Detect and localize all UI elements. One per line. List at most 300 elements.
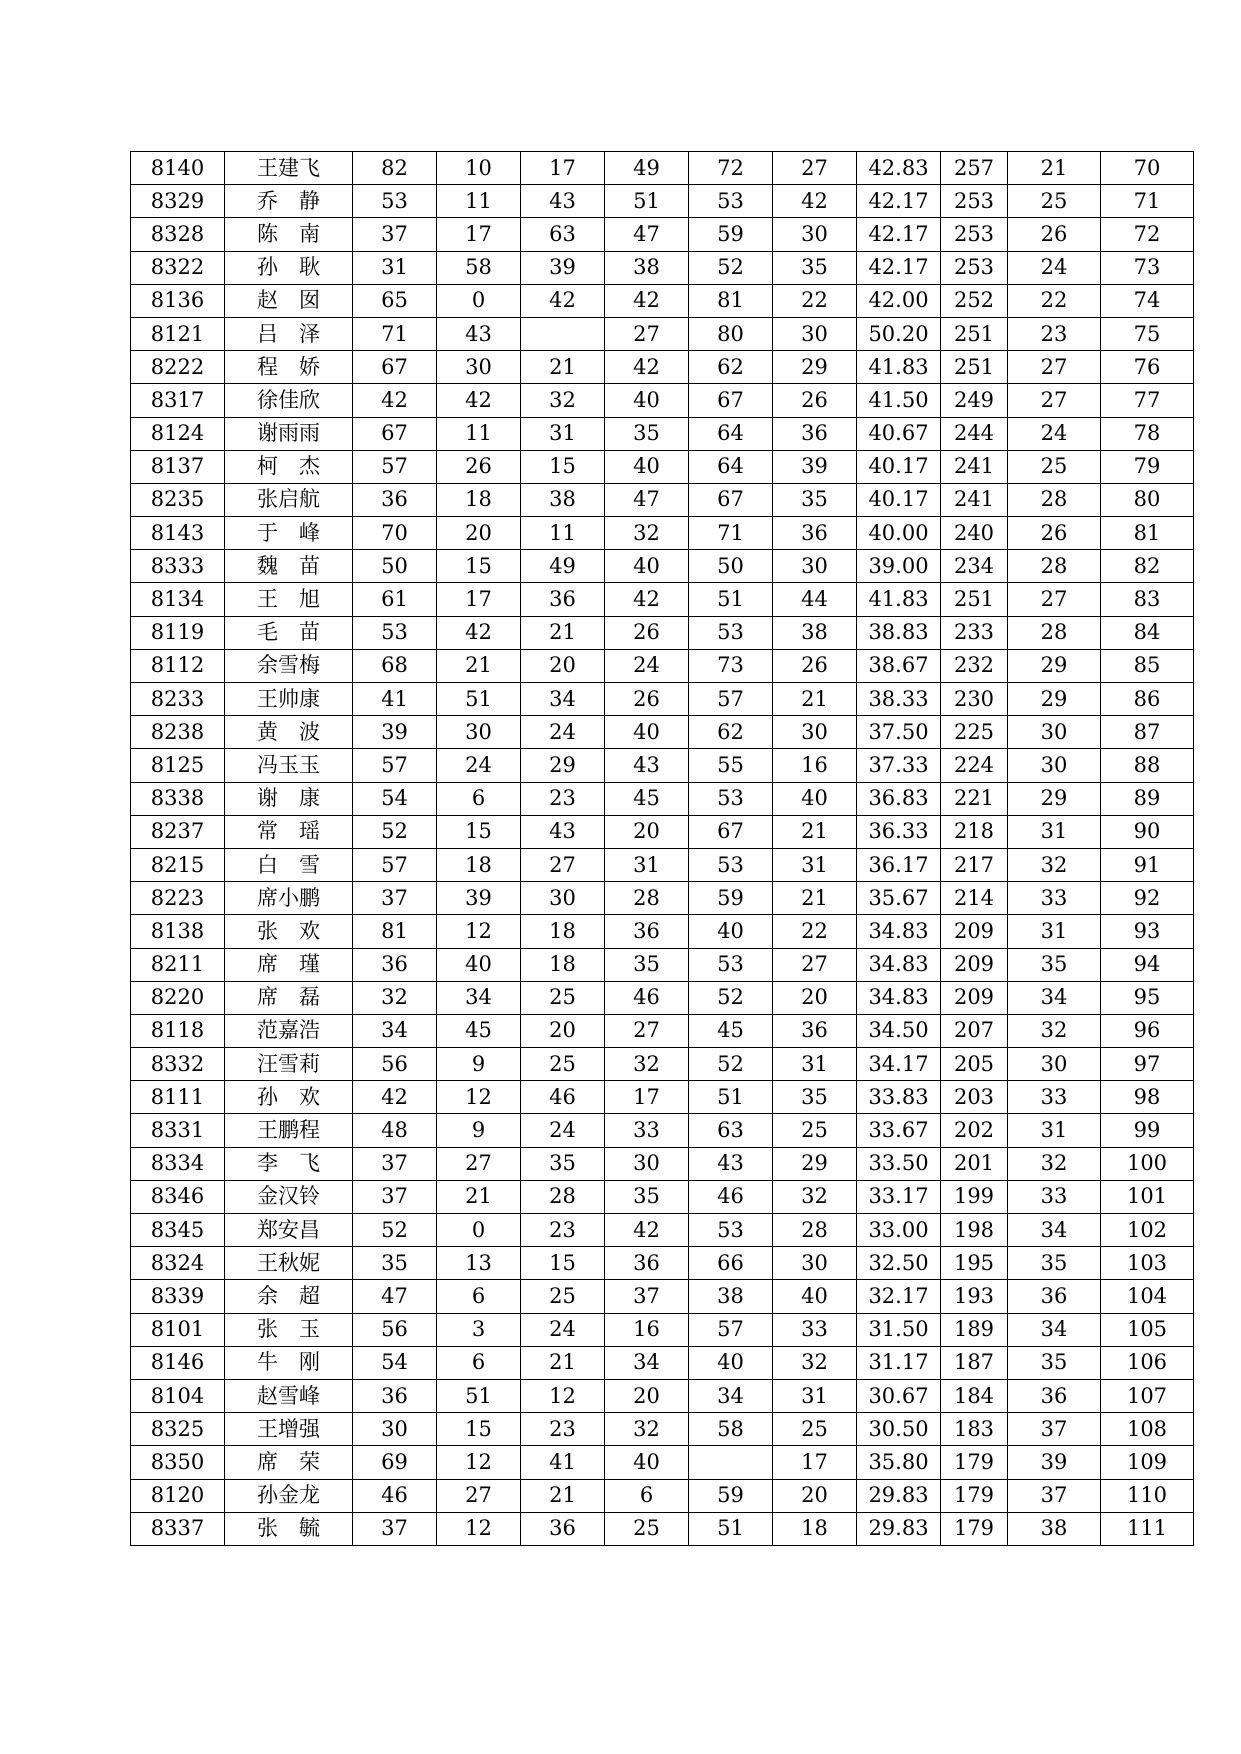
student-name-cell: 余 超 — [225, 1280, 353, 1313]
score-5-cell: 45 — [689, 1014, 773, 1047]
score-5-cell: 52 — [689, 1048, 773, 1081]
score-5-cell: 57 — [689, 1313, 773, 1346]
score-6-cell: 40 — [773, 1280, 857, 1313]
overall-rank-cell: 91 — [1101, 848, 1194, 881]
table-row — [131, 649, 1194, 682]
score-1-cell: 36 — [353, 948, 437, 981]
average-cell: 42.17 — [857, 185, 941, 218]
average-cell: 42.00 — [857, 284, 941, 317]
average-cell: 30.67 — [857, 1379, 941, 1412]
score-6-cell: 35 — [773, 251, 857, 284]
class-rank-cell: 21 — [1008, 152, 1101, 185]
average-cell: 34.83 — [857, 981, 941, 1014]
total-cell: 253 — [941, 251, 1008, 284]
class-rank-cell: 38 — [1008, 1512, 1101, 1545]
score-6-cell: 35 — [773, 1081, 857, 1114]
score-4-cell: 47 — [605, 483, 689, 516]
class-rank-cell: 35 — [1008, 1346, 1101, 1379]
score-4-cell: 40 — [605, 716, 689, 749]
total-cell: 199 — [941, 1180, 1008, 1213]
score-1-cell: 39 — [353, 716, 437, 749]
average-cell: 42.17 — [857, 251, 941, 284]
score-1-cell: 37 — [353, 1512, 437, 1545]
score-6-cell: 28 — [773, 1214, 857, 1247]
overall-rank-cell: 82 — [1101, 550, 1194, 583]
student-name-cell: 余雪梅 — [225, 649, 353, 682]
score-4-cell: 45 — [605, 782, 689, 815]
class-rank-cell: 31 — [1008, 915, 1101, 948]
student-name-cell: 谢雨雨 — [225, 417, 353, 450]
overall-rank-cell: 97 — [1101, 1048, 1194, 1081]
score-5-cell — [689, 1446, 773, 1479]
score-6-cell: 30 — [773, 550, 857, 583]
score-2-cell: 21 — [437, 1180, 521, 1213]
score-1-cell: 41 — [353, 683, 437, 716]
score-2-cell: 24 — [437, 749, 521, 782]
score-5-cell: 51 — [689, 583, 773, 616]
class-rank-cell: 33 — [1008, 1180, 1101, 1213]
score-5-cell: 67 — [689, 384, 773, 417]
student-id-cell: 8215 — [131, 848, 225, 881]
table-row — [131, 683, 1194, 716]
score-1-cell: 46 — [353, 1479, 437, 1512]
total-cell: 202 — [941, 1114, 1008, 1147]
score-6-cell: 25 — [773, 1114, 857, 1147]
class-rank-cell: 34 — [1008, 1313, 1101, 1346]
total-cell: 225 — [941, 716, 1008, 749]
student-name-cell: 黄 波 — [225, 716, 353, 749]
score-3-cell: 36 — [521, 583, 605, 616]
score-2-cell: 15 — [437, 815, 521, 848]
class-rank-cell: 22 — [1008, 284, 1101, 317]
student-id-cell: 8346 — [131, 1180, 225, 1213]
score-3-cell: 18 — [521, 915, 605, 948]
average-cell: 37.50 — [857, 716, 941, 749]
class-rank-cell: 32 — [1008, 1014, 1101, 1047]
overall-rank-cell: 94 — [1101, 948, 1194, 981]
table-row — [131, 450, 1194, 483]
student-id-cell: 8350 — [131, 1446, 225, 1479]
score-4-cell: 32 — [605, 1048, 689, 1081]
overall-rank-cell: 73 — [1101, 251, 1194, 284]
score-5-cell: 52 — [689, 251, 773, 284]
student-name-cell: 毛 苗 — [225, 616, 353, 649]
student-name-cell: 谢 康 — [225, 782, 353, 815]
score-6-cell: 32 — [773, 1180, 857, 1213]
student-name-cell: 于 峰 — [225, 517, 353, 550]
overall-rank-cell: 109 — [1101, 1446, 1194, 1479]
score-1-cell: 48 — [353, 1114, 437, 1147]
score-4-cell: 36 — [605, 1247, 689, 1280]
overall-rank-cell: 78 — [1101, 417, 1194, 450]
score-5-cell: 50 — [689, 550, 773, 583]
class-rank-cell: 36 — [1008, 1379, 1101, 1412]
table-row — [131, 1280, 1194, 1313]
score-6-cell: 20 — [773, 1479, 857, 1512]
class-rank-cell: 31 — [1008, 1114, 1101, 1147]
total-cell: 195 — [941, 1247, 1008, 1280]
score-5-cell: 34 — [689, 1379, 773, 1412]
score-3-cell: 41 — [521, 1446, 605, 1479]
table-row — [131, 351, 1194, 384]
score-3-cell: 28 — [521, 1180, 605, 1213]
total-cell: 233 — [941, 616, 1008, 649]
total-cell: 224 — [941, 749, 1008, 782]
overall-rank-cell: 87 — [1101, 716, 1194, 749]
score-4-cell: 26 — [605, 683, 689, 716]
score-4-cell: 42 — [605, 583, 689, 616]
score-1-cell: 37 — [353, 218, 437, 251]
score-3-cell: 23 — [521, 1214, 605, 1247]
score-4-cell: 27 — [605, 1014, 689, 1047]
score-3-cell: 25 — [521, 1280, 605, 1313]
student-id-cell: 8211 — [131, 948, 225, 981]
total-cell: 251 — [941, 583, 1008, 616]
table-row — [131, 716, 1194, 749]
average-cell: 34.83 — [857, 915, 941, 948]
average-cell: 33.00 — [857, 1214, 941, 1247]
score-1-cell: 67 — [353, 351, 437, 384]
total-cell: 240 — [941, 517, 1008, 550]
student-name-cell: 冯玉玉 — [225, 749, 353, 782]
total-cell: 187 — [941, 1346, 1008, 1379]
total-cell: 209 — [941, 981, 1008, 1014]
average-cell: 36.83 — [857, 782, 941, 815]
score-5-cell: 51 — [689, 1081, 773, 1114]
table-row — [131, 583, 1194, 616]
score-4-cell: 34 — [605, 1346, 689, 1379]
score-1-cell: 57 — [353, 848, 437, 881]
student-id-cell: 8325 — [131, 1413, 225, 1446]
class-rank-cell: 27 — [1008, 351, 1101, 384]
total-cell: 257 — [941, 152, 1008, 185]
overall-rank-cell: 77 — [1101, 384, 1194, 417]
score-5-cell: 63 — [689, 1114, 773, 1147]
table-row — [131, 1147, 1194, 1180]
overall-rank-cell: 106 — [1101, 1346, 1194, 1379]
score-3-cell: 17 — [521, 152, 605, 185]
score-5-cell: 40 — [689, 915, 773, 948]
table-row — [131, 882, 1194, 915]
score-4-cell: 25 — [605, 1512, 689, 1545]
table-row — [131, 1014, 1194, 1047]
score-4-cell: 49 — [605, 152, 689, 185]
score-2-cell: 12 — [437, 915, 521, 948]
table-row — [131, 1346, 1194, 1379]
average-cell: 36.17 — [857, 848, 941, 881]
total-cell: 253 — [941, 185, 1008, 218]
score-2-cell: 39 — [437, 882, 521, 915]
score-5-cell: 64 — [689, 450, 773, 483]
student-id-cell: 8101 — [131, 1313, 225, 1346]
student-id-cell: 8329 — [131, 185, 225, 218]
class-rank-cell: 24 — [1008, 251, 1101, 284]
score-4-cell: 16 — [605, 1313, 689, 1346]
score-1-cell: 42 — [353, 384, 437, 417]
score-2-cell: 9 — [437, 1048, 521, 1081]
class-rank-cell: 35 — [1008, 948, 1101, 981]
score-5-cell: 46 — [689, 1180, 773, 1213]
student-id-cell: 8111 — [131, 1081, 225, 1114]
score-2-cell: 15 — [437, 1413, 521, 1446]
class-rank-cell: 30 — [1008, 1048, 1101, 1081]
score-1-cell: 47 — [353, 1280, 437, 1313]
score-3-cell: 25 — [521, 981, 605, 1014]
table-row — [131, 1081, 1194, 1114]
score-6-cell: 30 — [773, 1247, 857, 1280]
average-cell: 32.50 — [857, 1247, 941, 1280]
overall-rank-cell: 74 — [1101, 284, 1194, 317]
score-6-cell: 31 — [773, 848, 857, 881]
average-cell: 42.17 — [857, 218, 941, 251]
student-id-cell: 8333 — [131, 550, 225, 583]
score-1-cell: 53 — [353, 616, 437, 649]
score-5-cell: 81 — [689, 284, 773, 317]
score-6-cell: 21 — [773, 815, 857, 848]
average-cell: 41.83 — [857, 583, 941, 616]
score-4-cell: 17 — [605, 1081, 689, 1114]
overall-rank-cell: 105 — [1101, 1313, 1194, 1346]
average-cell: 40.67 — [857, 417, 941, 450]
table-row — [131, 616, 1194, 649]
average-cell: 34.83 — [857, 948, 941, 981]
score-6-cell: 20 — [773, 981, 857, 1014]
student-id-cell: 8124 — [131, 417, 225, 450]
total-cell: 252 — [941, 284, 1008, 317]
average-cell: 40.17 — [857, 483, 941, 516]
total-cell: 207 — [941, 1014, 1008, 1047]
score-2-cell: 21 — [437, 649, 521, 682]
score-2-cell: 18 — [437, 483, 521, 516]
score-4-cell: 32 — [605, 1413, 689, 1446]
class-rank-cell: 34 — [1008, 981, 1101, 1014]
student-name-cell: 孙金龙 — [225, 1479, 353, 1512]
overall-rank-cell: 84 — [1101, 616, 1194, 649]
score-2-cell: 58 — [437, 251, 521, 284]
total-cell: 221 — [941, 782, 1008, 815]
average-cell: 32.17 — [857, 1280, 941, 1313]
score-6-cell: 17 — [773, 1446, 857, 1479]
score-1-cell: 30 — [353, 1413, 437, 1446]
table-row — [131, 815, 1194, 848]
table-row — [131, 1479, 1194, 1512]
class-rank-cell: 28 — [1008, 483, 1101, 516]
student-name-cell: 张 玉 — [225, 1313, 353, 1346]
class-rank-cell: 27 — [1008, 583, 1101, 616]
overall-rank-cell: 100 — [1101, 1147, 1194, 1180]
average-cell: 29.83 — [857, 1512, 941, 1545]
score-6-cell: 30 — [773, 716, 857, 749]
score-1-cell: 56 — [353, 1313, 437, 1346]
student-name-cell: 魏 苗 — [225, 550, 353, 583]
overall-rank-cell: 103 — [1101, 1247, 1194, 1280]
total-cell: 209 — [941, 915, 1008, 948]
class-rank-cell: 31 — [1008, 815, 1101, 848]
average-cell: 38.83 — [857, 616, 941, 649]
score-6-cell: 32 — [773, 1346, 857, 1379]
student-name-cell: 孙 欢 — [225, 1081, 353, 1114]
score-6-cell: 22 — [773, 915, 857, 948]
class-rank-cell: 30 — [1008, 716, 1101, 749]
score-table — [130, 151, 1194, 1546]
score-1-cell: 57 — [353, 450, 437, 483]
score-3-cell: 20 — [521, 1014, 605, 1047]
overall-rank-cell: 108 — [1101, 1413, 1194, 1446]
score-6-cell: 21 — [773, 882, 857, 915]
table-row — [131, 915, 1194, 948]
average-cell: 31.50 — [857, 1313, 941, 1346]
student-name-cell: 王鹏程 — [225, 1114, 353, 1147]
total-cell: 217 — [941, 848, 1008, 881]
score-4-cell: 27 — [605, 317, 689, 350]
score-4-cell: 46 — [605, 981, 689, 1014]
score-1-cell: 67 — [353, 417, 437, 450]
score-5-cell: 72 — [689, 152, 773, 185]
average-cell: 41.83 — [857, 351, 941, 384]
score-3-cell: 21 — [521, 1479, 605, 1512]
score-4-cell: 40 — [605, 450, 689, 483]
score-2-cell: 6 — [437, 782, 521, 815]
student-id-cell: 8222 — [131, 351, 225, 384]
score-5-cell: 62 — [689, 716, 773, 749]
score-5-cell: 53 — [689, 185, 773, 218]
score-2-cell: 26 — [437, 450, 521, 483]
table-row — [131, 251, 1194, 284]
student-name-cell: 王帅康 — [225, 683, 353, 716]
class-rank-cell: 36 — [1008, 1280, 1101, 1313]
table-row — [131, 550, 1194, 583]
overall-rank-cell: 86 — [1101, 683, 1194, 716]
score-2-cell: 12 — [437, 1081, 521, 1114]
score-5-cell: 38 — [689, 1280, 773, 1313]
table-row — [131, 1180, 1194, 1213]
student-name-cell: 程 娇 — [225, 351, 353, 384]
overall-rank-cell: 95 — [1101, 981, 1194, 1014]
score-5-cell: 53 — [689, 616, 773, 649]
score-1-cell: 69 — [353, 1446, 437, 1479]
score-5-cell: 80 — [689, 317, 773, 350]
student-name-cell: 赵雪峰 — [225, 1379, 353, 1412]
student-id-cell: 8324 — [131, 1247, 225, 1280]
score-3-cell: 21 — [521, 616, 605, 649]
score-2-cell: 11 — [437, 185, 521, 218]
table-row — [131, 1247, 1194, 1280]
student-name-cell: 王秋妮 — [225, 1247, 353, 1280]
student-name-cell: 郑安昌 — [225, 1214, 353, 1247]
score-5-cell: 55 — [689, 749, 773, 782]
score-5-cell: 53 — [689, 848, 773, 881]
overall-rank-cell: 76 — [1101, 351, 1194, 384]
score-4-cell: 43 — [605, 749, 689, 782]
student-id-cell: 8322 — [131, 251, 225, 284]
table-row — [131, 1512, 1194, 1545]
overall-rank-cell: 98 — [1101, 1081, 1194, 1114]
score-2-cell: 15 — [437, 550, 521, 583]
overall-rank-cell: 85 — [1101, 649, 1194, 682]
score-2-cell: 0 — [437, 284, 521, 317]
class-rank-cell: 32 — [1008, 1147, 1101, 1180]
score-2-cell: 43 — [437, 317, 521, 350]
student-id-cell: 8233 — [131, 683, 225, 716]
student-name-cell: 张启航 — [225, 483, 353, 516]
total-cell: 218 — [941, 815, 1008, 848]
class-rank-cell: 33 — [1008, 1081, 1101, 1114]
average-cell: 36.33 — [857, 815, 941, 848]
overall-rank-cell: 89 — [1101, 782, 1194, 815]
total-cell: 198 — [941, 1214, 1008, 1247]
total-cell: 214 — [941, 882, 1008, 915]
score-2-cell: 12 — [437, 1446, 521, 1479]
score-5-cell: 43 — [689, 1147, 773, 1180]
score-3-cell: 39 — [521, 251, 605, 284]
score-table-body — [131, 152, 1194, 1546]
average-cell: 40.00 — [857, 517, 941, 550]
average-cell: 31.17 — [857, 1346, 941, 1379]
student-name-cell: 吕 泽 — [225, 317, 353, 350]
average-cell: 50.20 — [857, 317, 941, 350]
score-3-cell: 63 — [521, 218, 605, 251]
score-6-cell: 25 — [773, 1413, 857, 1446]
score-2-cell: 12 — [437, 1512, 521, 1545]
score-4-cell: 37 — [605, 1280, 689, 1313]
score-6-cell: 40 — [773, 782, 857, 815]
score-2-cell: 27 — [437, 1479, 521, 1512]
table-row — [131, 517, 1194, 550]
score-2-cell: 13 — [437, 1247, 521, 1280]
student-id-cell: 8118 — [131, 1014, 225, 1047]
score-2-cell: 3 — [437, 1313, 521, 1346]
score-3-cell: 35 — [521, 1147, 605, 1180]
score-4-cell: 47 — [605, 218, 689, 251]
score-2-cell: 51 — [437, 683, 521, 716]
score-4-cell: 6 — [605, 1479, 689, 1512]
score-2-cell: 17 — [437, 583, 521, 616]
score-4-cell: 26 — [605, 616, 689, 649]
class-rank-cell: 28 — [1008, 550, 1101, 583]
score-4-cell: 28 — [605, 882, 689, 915]
class-rank-cell: 37 — [1008, 1413, 1101, 1446]
score-5-cell: 67 — [689, 815, 773, 848]
score-2-cell: 0 — [437, 1214, 521, 1247]
overall-rank-cell: 96 — [1101, 1014, 1194, 1047]
score-1-cell: 50 — [353, 550, 437, 583]
total-cell: 184 — [941, 1379, 1008, 1412]
score-4-cell: 35 — [605, 948, 689, 981]
student-id-cell: 8125 — [131, 749, 225, 782]
score-6-cell: 16 — [773, 749, 857, 782]
class-rank-cell: 32 — [1008, 848, 1101, 881]
student-id-cell: 8134 — [131, 583, 225, 616]
score-6-cell: 27 — [773, 948, 857, 981]
total-cell: 251 — [941, 317, 1008, 350]
average-cell: 39.00 — [857, 550, 941, 583]
student-id-cell: 8317 — [131, 384, 225, 417]
total-cell: 179 — [941, 1446, 1008, 1479]
score-5-cell: 59 — [689, 1479, 773, 1512]
score-4-cell: 35 — [605, 1180, 689, 1213]
total-cell: 203 — [941, 1081, 1008, 1114]
total-cell: 241 — [941, 450, 1008, 483]
class-rank-cell: 25 — [1008, 185, 1101, 218]
overall-rank-cell: 99 — [1101, 1114, 1194, 1147]
total-cell: 193 — [941, 1280, 1008, 1313]
total-cell: 251 — [941, 351, 1008, 384]
average-cell: 35.80 — [857, 1446, 941, 1479]
total-cell: 244 — [941, 417, 1008, 450]
student-name-cell: 乔 静 — [225, 185, 353, 218]
score-4-cell: 38 — [605, 251, 689, 284]
score-1-cell: 61 — [353, 583, 437, 616]
